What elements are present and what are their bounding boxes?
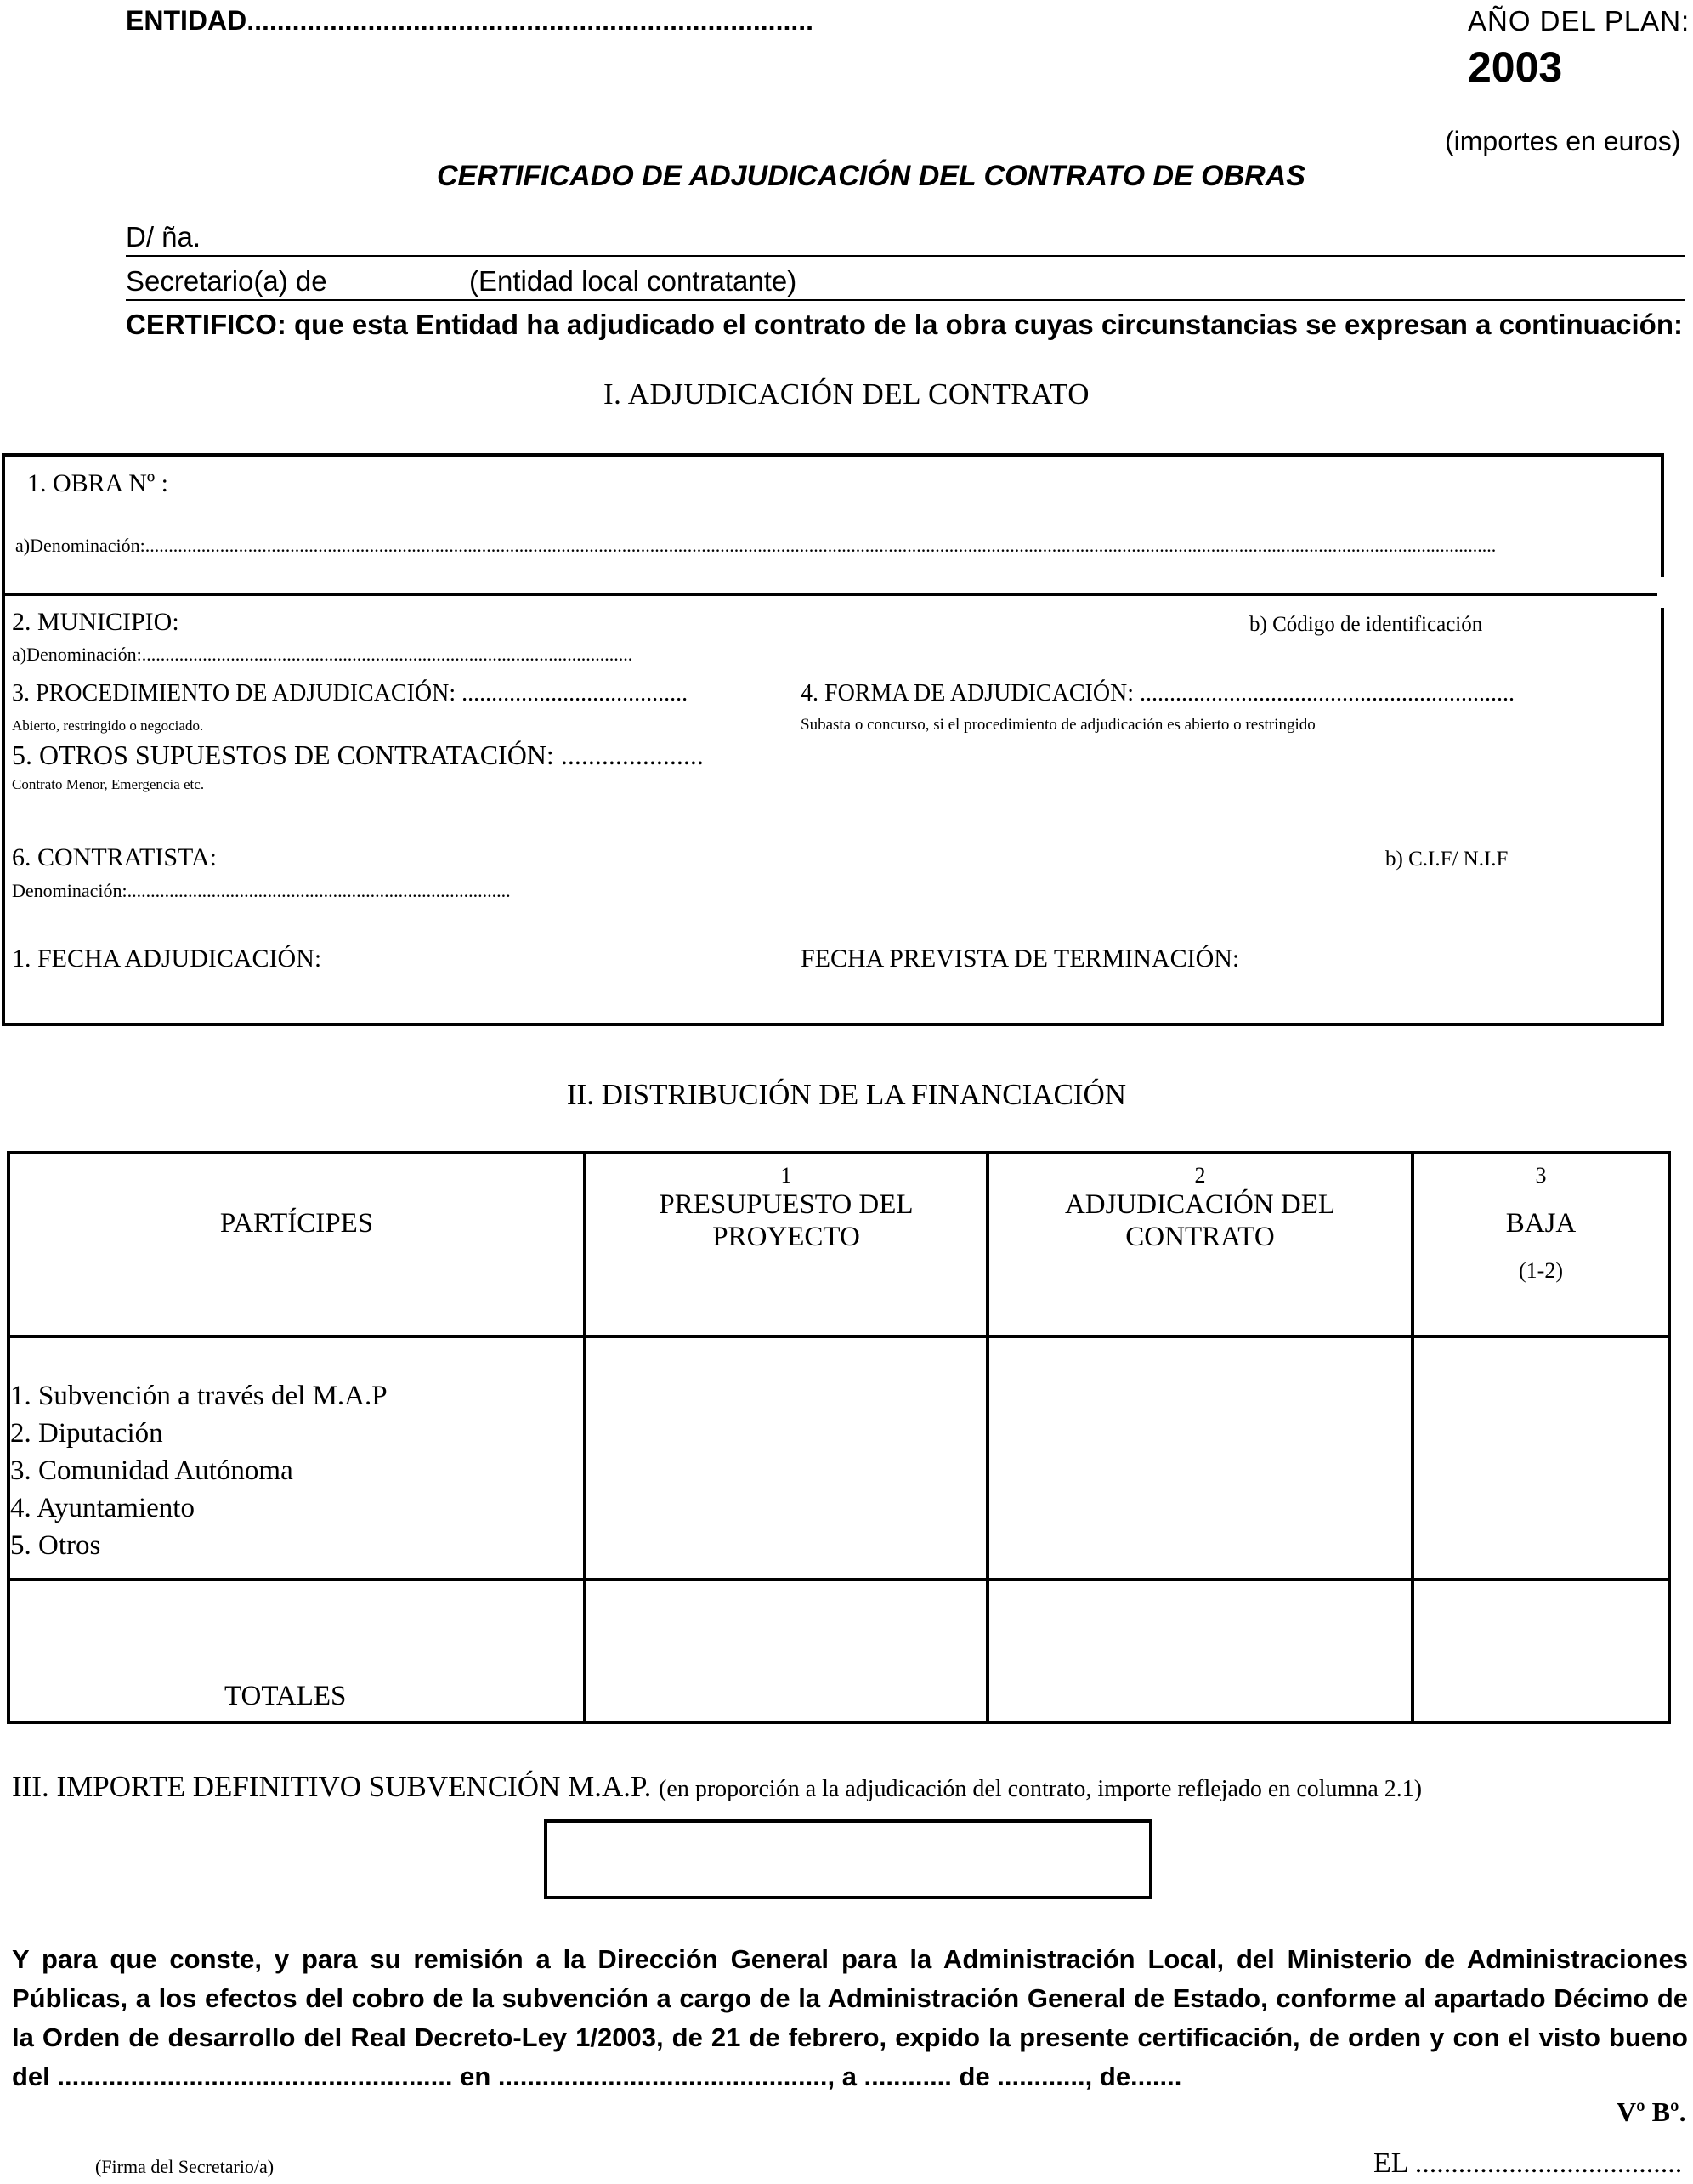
presupuesto-total-cell[interactable] bbox=[585, 1580, 988, 1722]
fecha-terminacion-label: FECHA PREVISTA DE TERMINACIÓN: bbox=[801, 945, 1240, 973]
section3-title: III. IMPORTE DEFINITIVO SUBVENCIÓN M.A.P. bbox=[12, 1770, 652, 1803]
importe-definitivo-box[interactable] bbox=[544, 1819, 1152, 1899]
adjudicacion-cell[interactable] bbox=[988, 1336, 1413, 1580]
section3-heading bbox=[12, 1770, 1422, 1804]
dona-field[interactable] bbox=[126, 223, 1685, 257]
cif-label: b) C.I.F/ N.I.F bbox=[1385, 848, 1509, 871]
list-item: 1. Subvención a través del M.A.P bbox=[10, 1381, 388, 1411]
list-item: 4. Ayuntamiento bbox=[10, 1493, 195, 1523]
contratista-label: 6. CONTRATISTA: bbox=[12, 843, 217, 871]
section2-title: II. DISTRIBUCIÓN DE LA FINANCIACIÓN bbox=[566, 1078, 1127, 1111]
closing-statement: Y para que conste, y para su remisión a la Dirección General para la Administración Local, del Ministerio de Administraciones Públicas, a los efectos del cobro de la subvención a cargo de la Administración General de Estado, conforme al apartado Décimo de la Orden de desarrollo del Real Decreto-Ley 1/2003, de 21 de febrero, expido la presente certificación, de orden y con el visto bueno del ...................................................... en ............................................., a ............ de ............, de....... bbox=[12, 1944, 1688, 2091]
adjudicacion-header: 2 ADJUDICACIÓN DEL CONTRATO bbox=[988, 1153, 1413, 1336]
section3-note: (en proporción a la adjudicación del contrato, importe reflejado en columna 2.1) bbox=[659, 1776, 1423, 1802]
plan-label: AÑO DEL PLAN: bbox=[1468, 5, 1690, 37]
secretario-field[interactable] bbox=[126, 267, 1685, 301]
plan-year: 2003 bbox=[1468, 43, 1563, 91]
participes-row bbox=[8, 1336, 1669, 1580]
baja-total-cell[interactable] bbox=[1413, 1580, 1669, 1722]
otros-supuestos-hint: Contrato Menor, Emergencia etc. bbox=[12, 776, 205, 792]
procedimiento-hint: Abierto, restringido o negociado. bbox=[12, 718, 204, 734]
municipio-denominacion-field[interactable]: a)Denominación:......................................................................................................... bbox=[12, 644, 633, 665]
participes-header: PARTÍCIPES bbox=[8, 1153, 585, 1336]
baja-header: 3 BAJA (1-2) bbox=[1413, 1153, 1669, 1336]
list-item: 2. Diputación bbox=[10, 1418, 163, 1449]
financiacion-table bbox=[7, 1151, 1671, 1724]
obra-label: 1. OBRA Nº : bbox=[27, 469, 168, 497]
contratista-denominacion-field[interactable]: Denominación:.................................................................................. bbox=[12, 880, 511, 901]
forma-field[interactable]: 4. FORMA DE ADJUDICACIÓN: ............................................................... bbox=[801, 680, 1515, 706]
codigo-identificacion-label: b) Código de identificación bbox=[1249, 613, 1483, 636]
presupuesto-cell[interactable] bbox=[585, 1336, 988, 1580]
firma-secretario-label: (Firma del Secretario/a) bbox=[95, 2156, 275, 2177]
adjudicacion-total-cell[interactable] bbox=[988, 1580, 1413, 1722]
entidad-field: ENTIDAD........................................................................... bbox=[126, 5, 814, 36]
entidad-contratante-label: (Entidad local contratante) bbox=[469, 265, 797, 297]
municipio-label: 2. MUNICIPIO: bbox=[12, 608, 179, 636]
box-divider bbox=[5, 593, 1661, 596]
procedimiento-field[interactable]: 3. PROCEDIMIENTO DE ADJUDICACIÓN: ...................................... bbox=[12, 680, 688, 706]
participes-list bbox=[8, 1336, 585, 1580]
el-signature-field[interactable]: EL ..................................... bbox=[1373, 2147, 1683, 2179]
certifico-statement: CERTIFICO: que esta Entidad ha adjudicado el contrato de la obra cuyas circunstancias se expresan a continuación: bbox=[126, 309, 1683, 340]
secretario-label: Secretario(a) de bbox=[126, 265, 327, 297]
list-item: 5. Otros bbox=[10, 1530, 101, 1561]
otros-supuestos-field[interactable]: 5. OTROS SUPUESTOS DE CONTRATACIÓN: ..................... bbox=[12, 740, 704, 770]
presupuesto-header: 1 PRESUPUESTO DEL PROYECTO bbox=[585, 1153, 988, 1336]
totales-row bbox=[8, 1580, 1669, 1722]
section1-title: I. ADJUDICACIÓN DEL CONTRATO bbox=[603, 377, 1090, 411]
totales-label: TOTALES bbox=[8, 1580, 585, 1722]
importes-note: (importes en euros) bbox=[1445, 126, 1681, 156]
fecha-adjudicacion-label: 1. FECHA ADJUDICACIÓN: bbox=[12, 945, 322, 973]
visto-bueno-label: Vº Bº. bbox=[1617, 2096, 1686, 2127]
list-item: 3. Comunidad Autónoma bbox=[10, 1455, 293, 1486]
baja-cell[interactable] bbox=[1413, 1336, 1669, 1580]
adjudicacion-box bbox=[2, 453, 1664, 1026]
dona-label: D/ ña. bbox=[126, 221, 201, 252]
obra-denominacion-field[interactable]: a)Denominación:................................................................................................................................................................................................................................................................................................. bbox=[15, 535, 1497, 556]
document-title: CERTIFICADO DE ADJUDICACIÓN DEL CONTRATO DE OBRAS bbox=[437, 160, 1305, 192]
table-header-row bbox=[8, 1153, 1669, 1336]
forma-hint: Subasta o concurso, si el procedimiento de adjudicación es abierto o restringido bbox=[801, 716, 1316, 734]
